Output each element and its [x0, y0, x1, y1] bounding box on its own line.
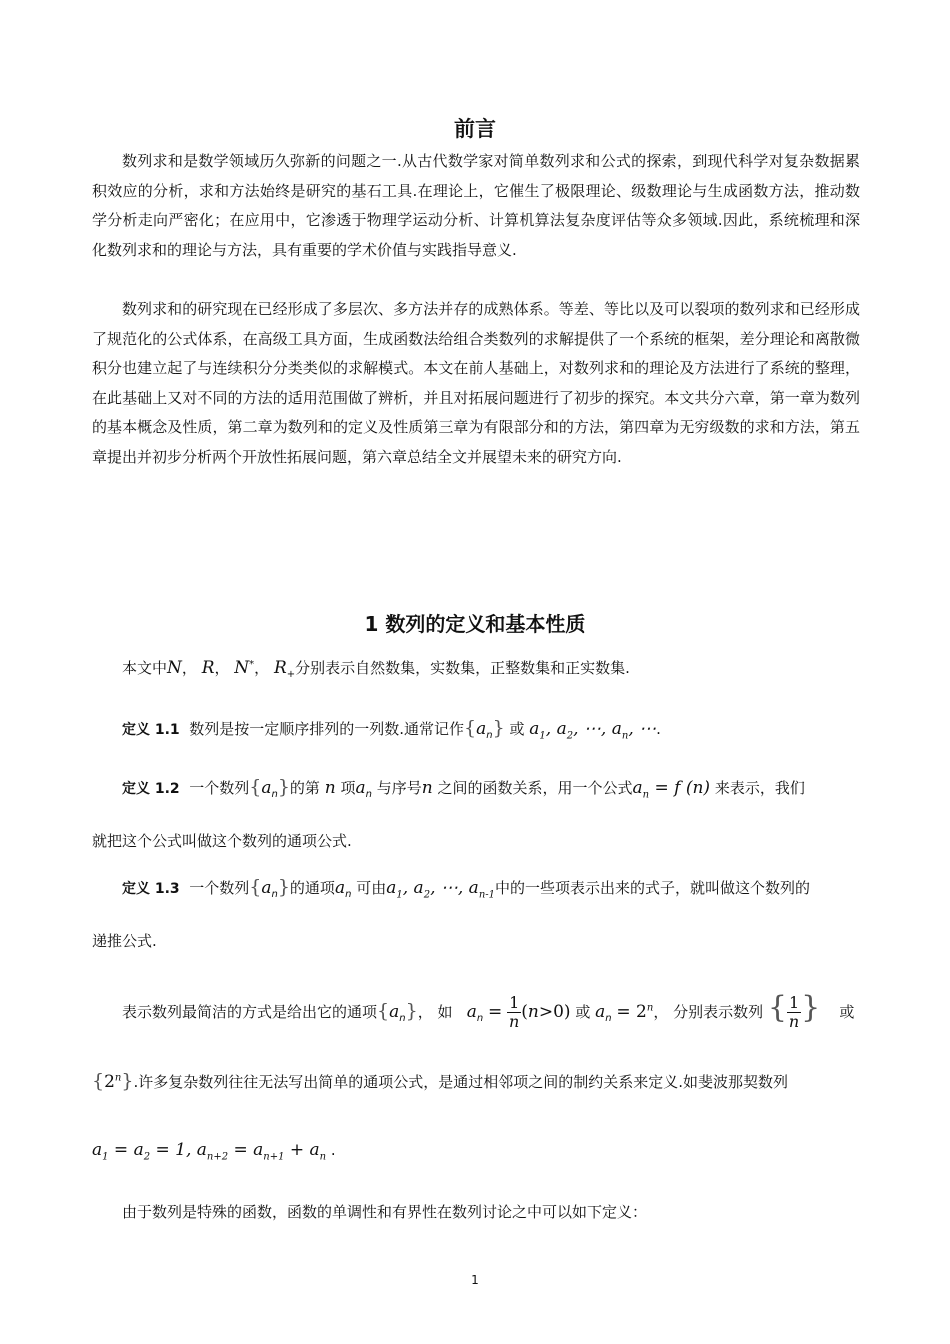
repr-text-1: 表示数列最简洁的方式是给出它的通项 [122, 1003, 378, 1021]
definition-1-2-text-2: 的第 [289, 779, 320, 797]
repr-continued: .许多复杂数列往往无法写出简单的通项公式，是通过相邻项之间的制约关系来定义.如斐波那契数列 [133, 1073, 789, 1091]
definition-1-2-text-4: 与序号 [376, 779, 422, 797]
definition-1-3: 定义 1.3 一个数列$\{a_n\}$的通项$a_n$ 可由$a_1$, $a_2$, ⋯, $a_{n-1}$中的一些项表示出来的式子，就叫做这个数列的 [122, 876, 811, 901]
page-number: 1 [471, 1273, 479, 1287]
chapter-1-title: 1 数列的定义和基本性质 [364, 612, 586, 636]
monotonic-bounded-intro: 由于数列是特殊的函数，函数的单调性和有界性在数列讨论之中可以如下定义： [122, 1203, 648, 1221]
definition-1-3-continued: 递推公式. [92, 932, 157, 950]
definition-1-1-label: 定义 1.1 [122, 722, 180, 738]
repr-text-2: ， 如 [417, 1003, 453, 1021]
recurrence-intro: {2$^n$}.许多复杂数列往往无法写出简单的通项公式，是通过相邻项之间的制约关系来定义.如斐波那契数列 [92, 1070, 789, 1092]
repr-text-4: ， 分别表示数列 [653, 1003, 764, 1021]
symbol-N: N [167, 658, 182, 678]
preface-paragraph-2: 数列求和的研究现在已经形成了多层次、多方法并存的成熟体系。等差、等比以及可以裂项的数列求和已经形成了规范化的公式体系，在高级工具方面，生成函数法给组合类数列的求解提供了一个系统的框架，差分理论和离散微积分也建立起了与连续积分分类类似的求解模式。本文在前人基础上，对数列求和的理论及方法进行了系统的整理，在此基础上又对不同的方法的适用范围做了辨析，并且对拓展问题进行了初步的探究。本文共分六章，第一章为数列的基本概念及性质，第二章为数列和的定义及性质第三章为有限部分和的方法，第四章为无穷级数的求和方法，第五章提出并初步分析两个开放性拓展问题，第六章总结全文并展望未来的研究方向. [92, 300, 860, 466]
symbol-R-plus: R [273, 658, 287, 678]
repr-text-5: 或 [839, 1003, 855, 1021]
definition-1-2-continued: 就把这个公式叫做这个数列的通项公式. [92, 832, 352, 850]
sep-3: ， [254, 659, 270, 677]
fraction-one-over-n: $\frac{1}{n}$ [509, 993, 520, 1031]
definition-1-3-text-4: 中的一些项表示出来的式子，就叫做这个数列的 [495, 879, 811, 897]
sep-2: ， [214, 659, 230, 677]
definition-1-2-text-5: 之间的函数关系，用一个公式 [437, 779, 633, 797]
fibonacci-formula: $a_1 = a_2 = 1$, $a_{n+2} = a_{n+1} + a_n$ . [92, 1140, 336, 1163]
definition-1-2-text-6: 来表示，我们 [714, 779, 805, 797]
definition-1-1-or: 或 [509, 720, 525, 738]
definition-1-3-text-1: 一个数列 [189, 879, 250, 897]
definition-1-3-label: 定义 1.3 [122, 881, 180, 897]
definition-1-3-text-3: 可由 [356, 879, 387, 897]
fraction-set-one-over-n: $\frac{1}{n}$ [788, 993, 800, 1031]
preface-title: 前言 [454, 117, 496, 141]
definition-1-2-text-3: 项 [340, 779, 356, 797]
repr-text-3: 或 [575, 1003, 591, 1021]
definition-1-2: 定义 1.2 一个数列$\{a_n\}$的第 n 项$a_n$ 与序号n 之间的函数关系，用一个公式$a_n = f$ (n) 来表示，我们 [122, 776, 805, 801]
definition-1-2-label: 定义 1.2 [122, 781, 180, 797]
definition-1-1: 定义 1.1 数列是按一定顺序排列的一列数.通常记作$\{a_n\}$ 或 $a_1$, $a_2$, ⋯, $a_n$, ⋯. [122, 717, 661, 742]
definition-1-3-text-2: 的通项 [289, 879, 335, 897]
sep-1: ， [181, 659, 197, 677]
definition-1-2-text-1: 一个数列 [189, 779, 250, 797]
intro-suffix: 分别表示自然数集，实数集，正整数集和正实数集. [295, 659, 630, 677]
symbol-R: R [201, 658, 215, 678]
intro-prefix: 本文中 [122, 659, 168, 677]
notation-intro: 本文中N， R， N*， $R_+$分别表示自然数集，实数集，正整数集和正实数集. [122, 658, 630, 680]
general-term-examples: 表示数列最简洁的方式是给出它的通项$\{a_n\}$， 如 $a_n$ = $\frac{1}{n}$ (n>0) 或 $a_n = 2^n$， 分别表示数列 { $\frac{1}{n}$ } 或 [122, 990, 855, 1031]
general-term-formula: $a_n = f$ (n) [632, 778, 711, 801]
preface-paragraph-1: 数列求和是数学领域历久弥新的问题之一.从古代数学家对简单数列求和公式的探索，到现代科学对复杂数据累积效应的分析，求和方法始终是研究的基石工具.在理论上，它催生了极限理论、级数理论与生成函数方法，推动数学分析走向严密化；在应用中，它渗透于物理学运动分析、计算机算法复杂度评估等众多领域.因此，系统梳理和深化数列求和的理论与方法，具有重要的学术价值与实践指导意义. [92, 152, 860, 259]
preceding-terms: $a_1$, $a_2$, ⋯, $a_{n-1}$ [386, 878, 496, 901]
sequence-listing: $a_1$, $a_2$, ⋯, $a_n$, ⋯ [529, 719, 657, 742]
definition-1-1-text: 数列是按一定顺序排列的一列数.通常记作 [189, 720, 465, 738]
symbol-N-star: N [234, 658, 250, 678]
